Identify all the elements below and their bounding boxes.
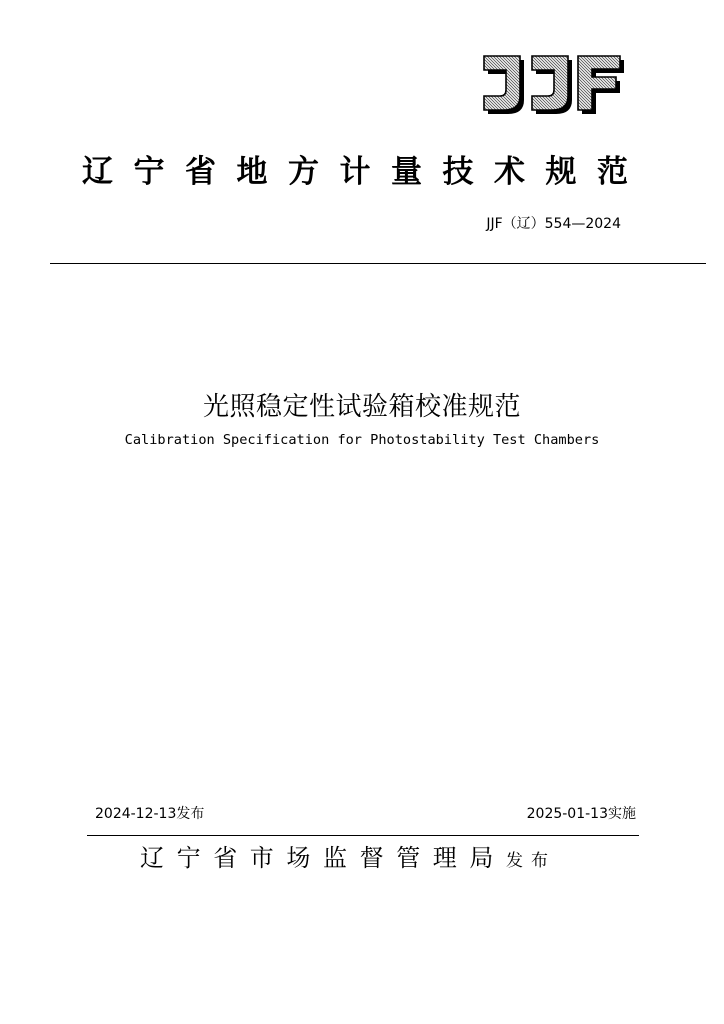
jjf-logo	[472, 50, 624, 116]
effective-date: 2025-01-13实施	[526, 806, 636, 822]
document-number: JJF（辽）554—2024	[486, 216, 621, 232]
footer-divider	[87, 835, 639, 836]
jjf-logo-icon	[472, 50, 624, 116]
document-title-english: Calibration Specification for Photostability Test Chambers	[124, 432, 600, 448]
publisher-name: 辽宁省市场监督管理局	[140, 844, 506, 872]
publisher-suffix: 发布	[506, 851, 556, 871]
header-divider	[50, 263, 706, 264]
issue-date: 2024-12-13发布	[95, 806, 205, 822]
document-title-chinese: 光照稳定性试验箱校准规范	[202, 392, 521, 422]
org-title: 辽宁省地方计量技术规范	[82, 154, 649, 190]
publisher	[140, 841, 556, 878]
